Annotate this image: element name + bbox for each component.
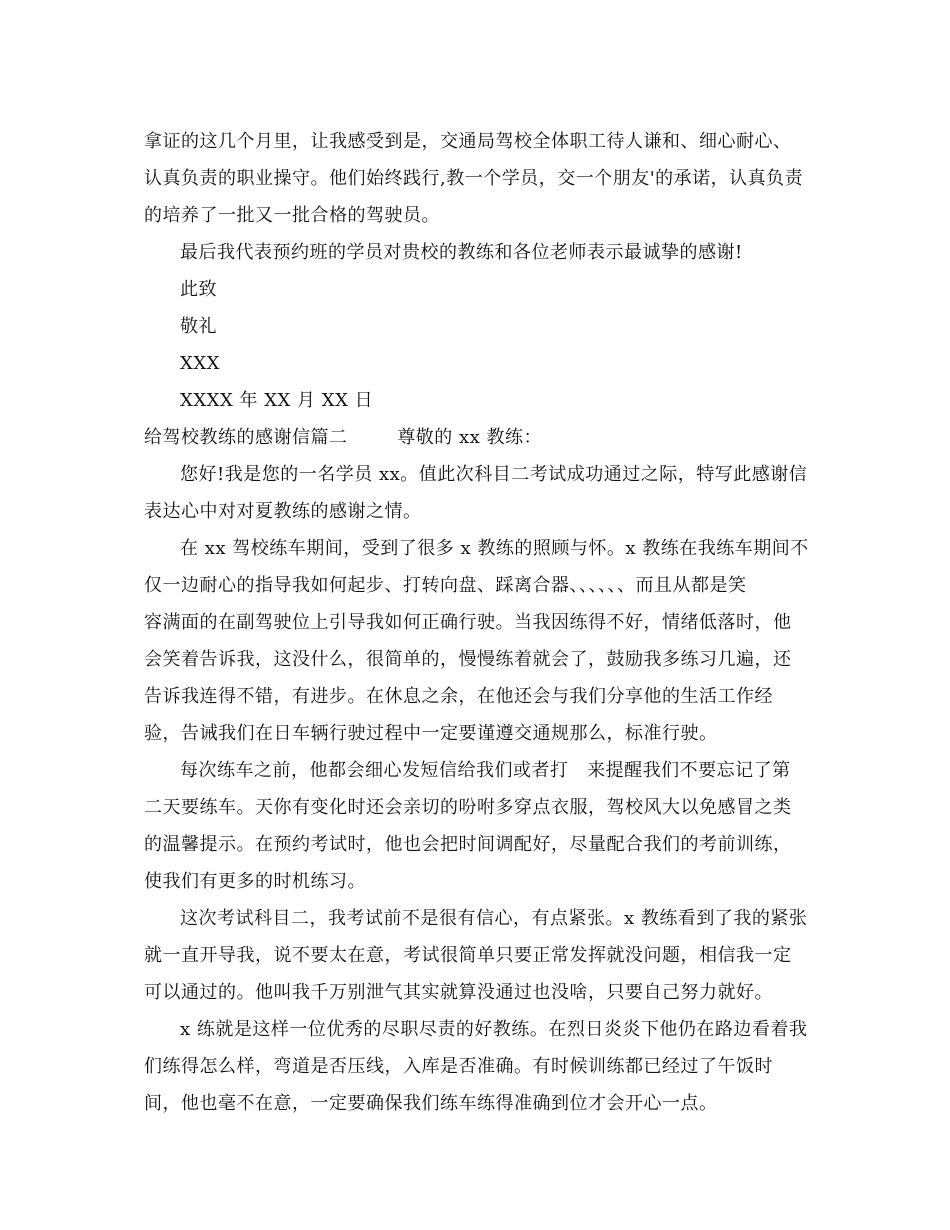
text-line: 就一直开导我，说不要太在意，考试很简单只要正常发挥就没问题，相信我一定 (144, 945, 792, 966)
text-line: 们练得怎么样，弯道是否压线，入库是否准确。有时候训练都已经过了午饭时 (144, 1056, 773, 1077)
closing-regards: 敬礼 (180, 316, 217, 337)
text-line: 验，告诫我们在日车辆行驶过程中一定要谨遵交通规那么，标准行驶。 (144, 723, 718, 744)
text-line: 会笑着告诉我，这没什么，很简单的，慢慢练着就会了，鼓励我多练习几遍，还 (144, 649, 792, 670)
text-line: 拿证的这几个月里，让我感受到是，交通局驾校全体职工待人谦和、细心耐心、 (144, 131, 792, 152)
text-line: 每次练车之前，他都会细心发短信给我们或者打 来提醒我们不要忘记了第 (180, 760, 791, 781)
text-line: 容满面的在副驾驶位上引导我如何正确行驶。当我因练得不好，情绪低落时，他 (144, 612, 792, 633)
section-heading: 给驾校教练的感谢信篇二 尊敬的 xx 教练： (144, 427, 543, 448)
text-line: 这次考试科目二，我考试前不是很有信心，有点紧张。x 教练看到了我的紧张 (180, 908, 808, 929)
text-line: 仅一边耐心的指导我如何起步、打转向盘、踩离合器、、、、、、而且从都是笑 (144, 575, 747, 596)
text-line: 您好!我是您的一名学员 xx。值此次科目二考试成功通过之际，特写此感谢信 (180, 464, 808, 485)
text-line: 告诉我连得不错，有进步。在休息之余，在他还会与我们分享他的生活工作经 (144, 686, 773, 707)
text-line: 使我们有更多的时机练习。 (144, 871, 366, 892)
text-line: x 练就是这样一位优秀的尽职尽责的好教练。在烈日炎炎下他仍在路边看着我 (180, 1019, 808, 1040)
signature-date: XXXX 年 XX 月 XX 日 (180, 390, 374, 411)
text-line: 可以通过的。他叫我千万别泄气其实就算没通过也没啥，只要自己努力就好。 (144, 982, 773, 1003)
text-line: 在 xx 驾校练车期间，受到了很多 x 教练的照顾与怀。x 教练在我练车期间不 (180, 538, 809, 559)
text-line: 表达心中对对夏教练的感谢之情。 (144, 501, 422, 522)
text-line: 的温馨提示。在预约考试时，他也会把时间调配好，尽量配合我们的考前训练， (144, 834, 792, 855)
text-line: 间，他也毫不在意，一定要确保我们练车练得准确到位才会开心一点。 (144, 1093, 718, 1114)
signature-name: XXX (180, 353, 220, 374)
text-line: 认真负责的职业操守。他们始终践行,教一个学员，交一个朋友'的承诺，认真负责 (144, 168, 804, 189)
text-line: 的培养了一批又一批合格的驾驶员。 (144, 205, 440, 226)
text-line: 最后我代表预约班的学员对贵校的教练和各位老师表示最诚挚的感谢! (180, 242, 743, 263)
text-line: 二天要练车。天你有变化时还会亲切的吩咐多穿点衣服，驾校风大以免感冒之类 (144, 797, 792, 818)
closing-salutation: 此致 (180, 279, 217, 300)
